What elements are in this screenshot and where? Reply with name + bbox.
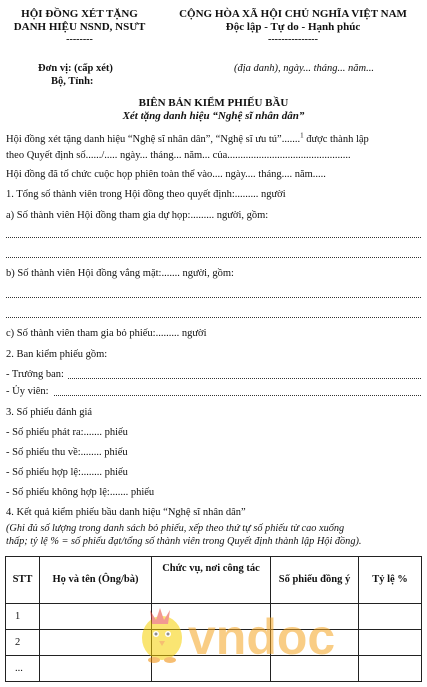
col-header-name: Họ và tên (Ông/bà) [40, 557, 152, 604]
col-header-position: Chức vụ, nơi công tác [152, 557, 271, 604]
item3-collected: - Số phiếu thu về:........ phiếu [6, 447, 128, 458]
note-line2: thấp; tỷ lệ % = số phiếu đạt/tổng số thành viên trong Quyết định thành lập Hội đồng). [6, 536, 362, 547]
ministry-label: Bộ, Tỉnh: [51, 76, 94, 87]
national-motto-block [160, 8, 426, 45]
cell-stt: 2 [6, 630, 40, 656]
vndoc-watermark-logo [132, 596, 336, 666]
item3-valid: - Số phiếu hợp lệ:........ phiếu [6, 467, 128, 478]
meeting-date: Hội đồng đã tổ chức cuộc họp phiên toàn thể vào.... ngày.... tháng.... năm..... [6, 169, 326, 180]
item1a-attending: a) Số thành viên Hội đồng tham gia dự họp:......... người, gồm: [6, 210, 269, 221]
cell-ratio [359, 604, 422, 630]
issuer-line2: DANH HIỆU NSND, NSƯT [13, 21, 146, 33]
intro-text-a: Hội đồng xét tặng danh hiệu “Nghệ sĩ nhân dân”, “Nghệ sĩ ưu tú”....... [6, 134, 301, 145]
fill-line [6, 237, 421, 238]
item2-counting-board: 2. Ban kiểm phiếu gồm: [6, 349, 108, 360]
intro-text-b: được thành lập [303, 134, 369, 145]
col-header-ratio: Tỷ lệ % [359, 557, 422, 604]
item3-invalid: - Số phiếu không hợp lệ:....... phiếu [6, 487, 155, 498]
chick-mascot-icon [142, 608, 182, 663]
item3-issued: - Số phiếu phát ra:....... phiếu [6, 427, 128, 438]
note-line1: (Ghi đủ số lượng trong danh sách bỏ phiếu, xếp theo thứ tự số phiếu từ cao xuống [6, 523, 345, 534]
issuer-divider: -------- [66, 34, 93, 45]
item2-member: - Ủy viên: [6, 386, 49, 397]
place-date: (địa danh), ngày... tháng... năm... [234, 63, 374, 74]
intro-line1 [6, 133, 369, 146]
item2-head: - Trưởng ban: [6, 369, 64, 380]
unit-label: Đơn vị: (cấp xét) [38, 63, 113, 74]
cell-ratio [359, 656, 422, 682]
cell-ratio [359, 630, 422, 656]
intro-line2: theo Quyết định số....../..... ngày... tháng... năm... của............................................... [6, 150, 351, 161]
item1c-voters: c) Số thành viên tham gia bỏ phiếu:......... người [6, 328, 207, 339]
cell-stt: 1 [6, 604, 40, 630]
fill-line [68, 378, 421, 379]
item3-ballots: 3. Số phiếu đánh giá [6, 407, 93, 418]
item1-total-members: 1. Tổng số thành viên trong Hội đồng theo quyết định:......... người [6, 189, 286, 200]
col-header-stt: STT [6, 557, 40, 604]
fill-line [54, 395, 421, 396]
motto: Độc lập - Tự do - Hạnh phúc [225, 21, 361, 33]
fill-line [6, 317, 421, 318]
issuer-line1: HỘI ĐỒNG XÉT TẶNG [21, 8, 138, 20]
issuer-block [2, 8, 157, 45]
item4-results: 4. Kết quả kiểm phiếu bầu danh hiệu “Nghệ sĩ nhân dân” [6, 507, 246, 518]
cell-stt: ... [6, 656, 40, 682]
footnote-marker: 1 [300, 131, 304, 140]
country-name: CỘNG HÒA XÃ HỘI CHỦ NGHĨA VIỆT NAM [179, 8, 407, 20]
fill-line [6, 257, 421, 258]
document-title: BIÊN BẢN KIỂM PHIẾU BẦU [138, 97, 289, 109]
col-header-votes: Số phiếu đồng ý [271, 557, 359, 604]
watermark-text: vndoc [188, 609, 336, 665]
document-subtitle: Xét tặng danh hiệu “Nghệ sĩ nhân dân” [122, 110, 305, 122]
fill-line [6, 297, 421, 298]
motto-divider: --------------- [268, 34, 318, 45]
item1b-absent: b) Số thành viên Hội đồng vắng mặt:....... người, gồm: [6, 268, 234, 279]
